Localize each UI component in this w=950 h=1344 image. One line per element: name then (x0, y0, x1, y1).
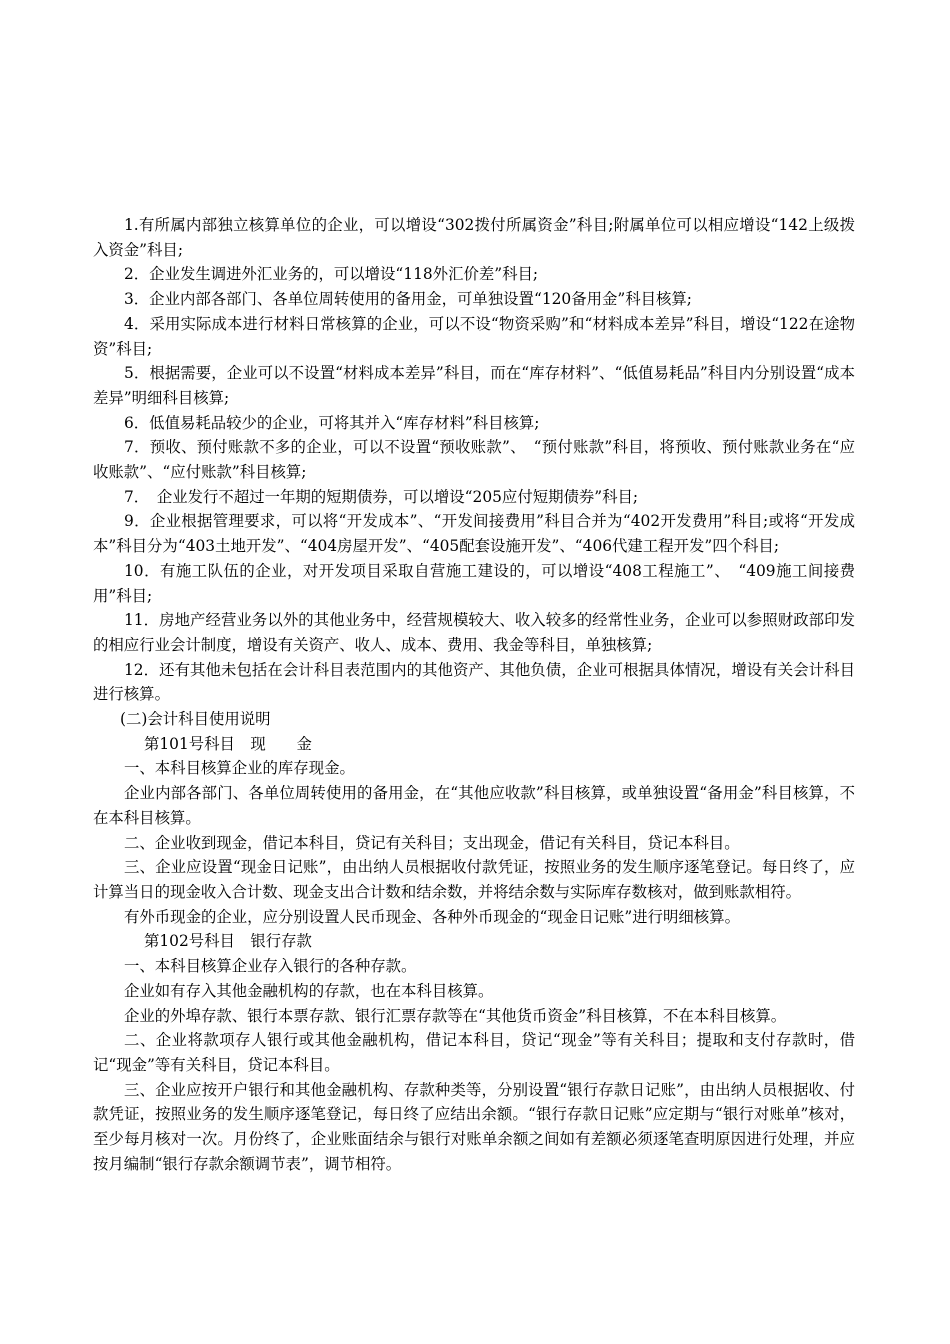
paragraph-5: 5．根据需要，企业可以不设置“材料成本差异”科目，而在“库存材料”、“低值易耗品”科目内分别设置“成本差异”明细科目核算; (93, 364, 855, 407)
paragraph-3: 3．企业内部各部门、各单位周转使用的备用金，可单独设置“120备用金”科目核算; (124, 290, 692, 309)
paragraph-12: 12．还有其他未包括在会计科目表范围内的其他资产、其他负债，企业可根据具体情况，增设有关会计科目进行核算。 (93, 660, 855, 704)
document-body (93, 213, 855, 1176)
paragraph-8: 7． 企业发行不超过一年期的短期债券，可以增设“205应付短期债券”科目; (124, 487, 639, 506)
paragraph-2: 2．企业发生调进外汇业务的，可以增设“118外汇价差”科目; (124, 265, 539, 284)
paragraph-101-5: 有外币现金的企业，应分别设置人民币现金、各种外币现金的“现金日记账”进行明细核算。 (124, 907, 740, 926)
account-heading-102: 第102号科目 银行存款 (144, 932, 312, 951)
paragraph-101-1: 一、本科目核算企业的库存现金。 (124, 759, 355, 778)
paragraph-4: 4．采用实际成本进行材料日常核算的企业，可以不设“物资采购”和“材料成本差异”科目，增设“122在途物资”科目; (93, 314, 855, 358)
paragraph-7: 7．预收、预付账款不多的企业，可以不设置“预收账款”、 “预付账款”科目，将预收、预付账款业务在“应收账款”、“应付账款”科目核算; (93, 438, 855, 482)
paragraph-102-1: 一、本科目核算企业存入银行的各种存款。 (124, 957, 417, 976)
paragraph-102-4: 二、企业将款项存人银行或其他金融机构，借记本科目，贷记“现金”等有关科目；提取和支付存款时，借记“现金”等有关科目，贷记本科目。 (93, 1031, 855, 1074)
paragraph-10: 10．有施工队伍的企业，对开发项目采取自营施工建设的，可以增设“408工程施工”、 “409施工间接费用”科目; (93, 561, 855, 605)
paragraph-6: 6．低值易耗品较少的企业，可将其并入“库存材料”科目核算; (124, 413, 540, 432)
paragraph-102-5: 三、企业应按开户银行和其他金融机构、存款种类等，分别设置“银行存款日记账”，由出纳人员根据收、付款凭证，按照业务的发生顺序逐笔登记，每日终了应结出余额。“银行存款日记账”应定期与“银行对账单”核对，至少每月核对一次。月份终了，企业账面结余与银行对账单余额之间如有差额必须逐笔查明原因进行处理，并应按月编制“银行存款余额调节表”，调节相符。 (93, 1080, 855, 1173)
paragraph-101-2: 企业内部各部门、各单位周转使用的备用金，在“其他应收款”科目核算，或单独设置“备用金”科目核算，不在本科目核算。 (93, 784, 855, 827)
paragraph-1: 1.有所属内部独立核算单位的企业，可以增设“302拨付所属资金”科目;附属单位可以相应增设“142上级拨入资金”科目; (93, 216, 855, 259)
paragraph-102-3: 企业的外埠存款、银行本票存款、银行汇票存款等在“其他货币资金”科目核算，不在本科目核算。 (124, 1006, 787, 1025)
paragraph-11: 11．房地产经营业务以外的其他业务中，经营规模较大、收入较多的经常性业务，企业可以参照财政部印发的相应行业会计制度，增设有关资产、收人、成本、费用、我金等科目，单独核算; (93, 611, 855, 654)
section-heading: (二)会计科目使用说明 (120, 710, 271, 729)
paragraph-101-4: 三、企业应设置“现金日记账”，由出纳人员根据收付款凭证，按照业务的发生顺序逐笔登记。每日终了，应计算当日的现金收入合计数、现金支出合计数和结余数，并将结余数与实际库存数核对，做到账款相符。 (93, 858, 855, 901)
paragraph-101-3: 二、企业收到现金，借记本科目，贷记有关科目；支出现金，借记有关科目，贷记本科目。 (124, 833, 740, 852)
paragraph-9: 9．企业根据管理要求，可以将“开发成本”、“开发间接费用”科目合并为“402开发费用”科目;或将“开发成本”科目分为“403土地开发”、“404房屋开发”、“405配套设施开发”、“406代建工程开发”四个科目; (93, 512, 855, 556)
paragraph-102-2: 企业如有存入其他金融机构的存款，也在本科目核算。 (124, 981, 494, 1000)
account-heading-101: 第101号科目 现 金 (144, 734, 312, 753)
